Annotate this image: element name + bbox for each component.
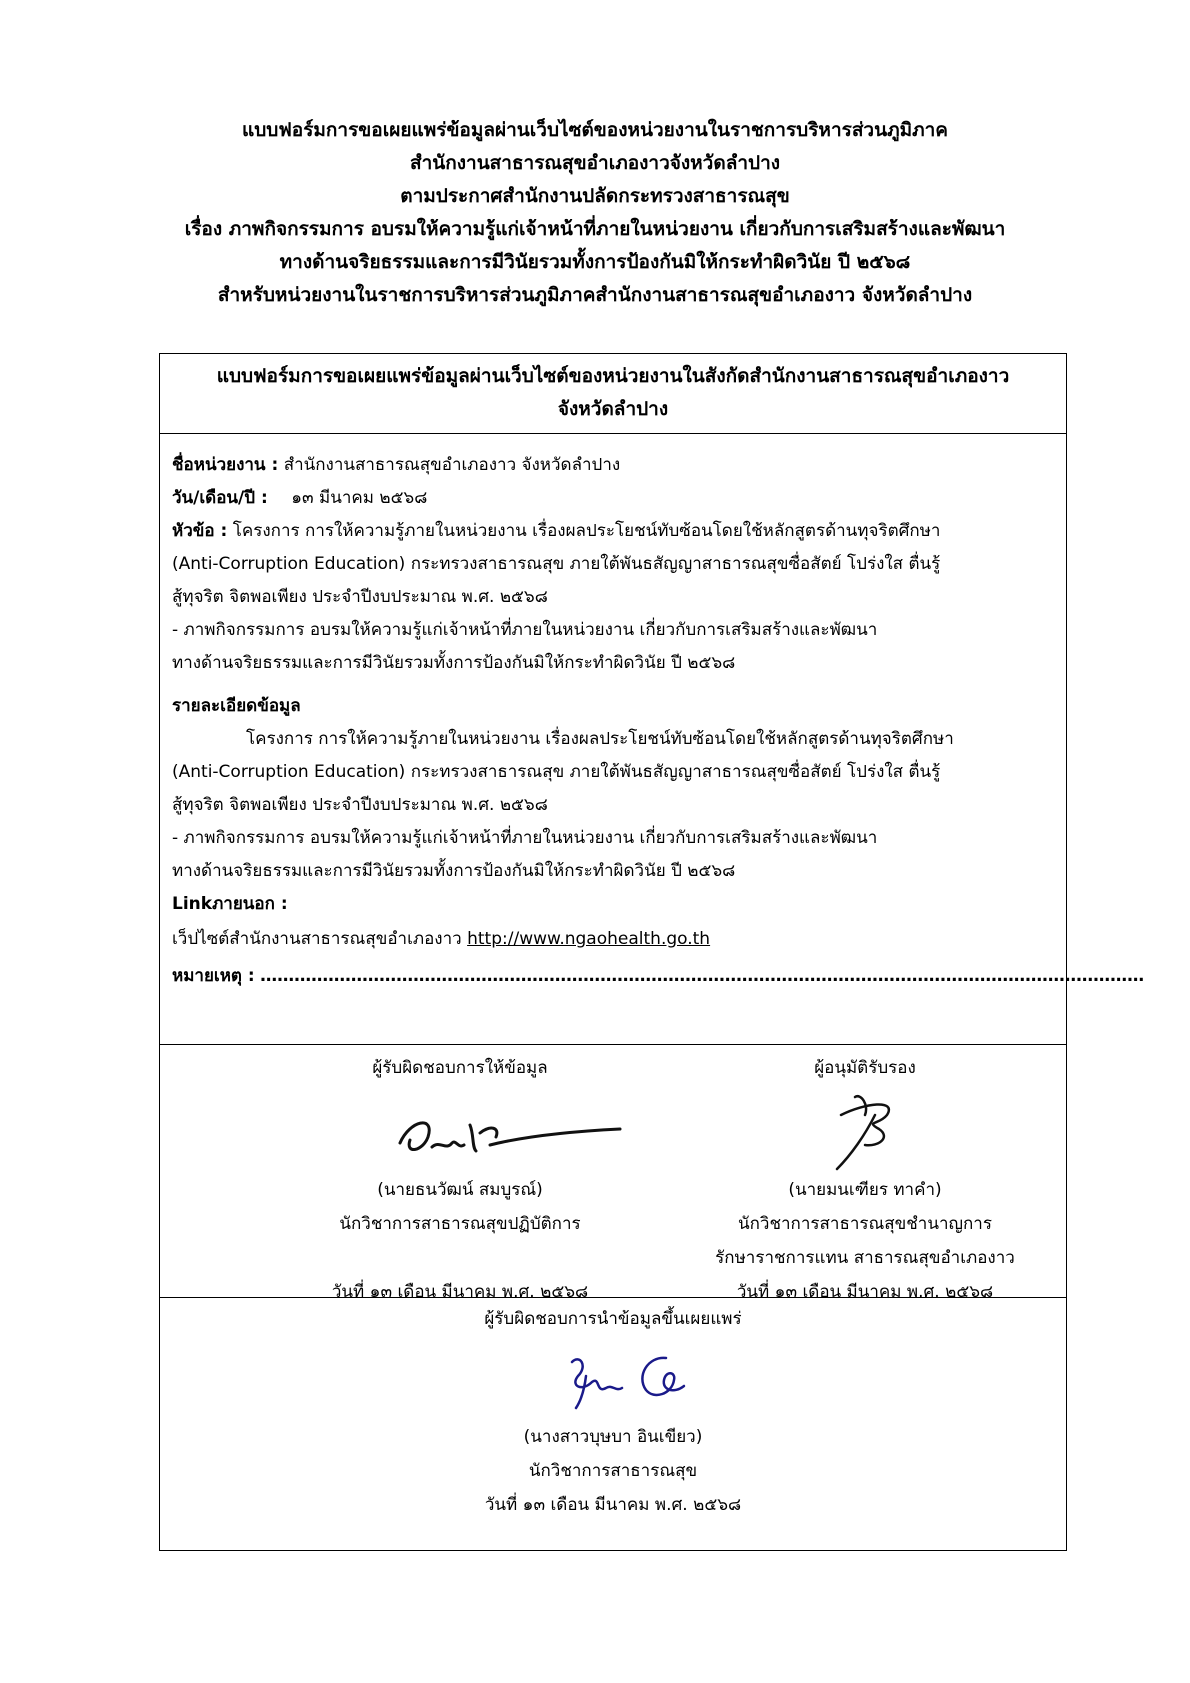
form-title-line-2: จังหวัดลำปาง bbox=[557, 398, 669, 420]
form-box bbox=[159, 353, 1145, 1551]
date-label: วัน/เดือน/ปี : bbox=[172, 488, 268, 508]
header-line-3: ตามประกาศสำนักงานปลัดกระทรวงสาธารณสุข bbox=[400, 185, 790, 207]
right-signer-role: ผู้อนุมัติรับรอง bbox=[814, 1058, 916, 1078]
right-signature-block bbox=[665, 1051, 1065, 1309]
topic-label: หัวข้อ : bbox=[172, 521, 228, 541]
detail-heading: รายละเอียดข้อมูล bbox=[172, 696, 301, 716]
left-signer-date: วันที่ ๑๓ เดือน มีนาคม พ.ศ. ๒๕๖๘ bbox=[331, 1282, 589, 1302]
bottom-signer-date: วันที่ ๑๓ เดือน มีนาคม พ.ศ. ๒๕๖๘ bbox=[484, 1495, 742, 1515]
link-label: Linkภายนอก : bbox=[172, 894, 288, 914]
left-signer-position: นักวิชาการสาธารณสุขปฏิบัติการ bbox=[339, 1214, 581, 1234]
detail-line-2: (Anti-Corruption Education) กระทรวงสาธารณสุข ภายใต้พันธสัญญาสาธารณสุขซื่อสัตย์ โปร่งใส ตื่นรู้ bbox=[172, 762, 941, 782]
left-signature-image bbox=[260, 1085, 660, 1173]
detail-line-1: โครงการ การให้ความรู้ภายในหน่วยงาน เรื่องผลประโยชน์ทับซ้อนโดยใช้หลักสูตรด้านทุจริตศึกษา bbox=[246, 729, 954, 749]
form-title-line-1: แบบฟอร์มการขอเผยแพร่ข้อมูลผ่านเว็บไซต์ของหน่วยงานในสังกัดสำนักงานสาธารณสุขอำเภองาว bbox=[216, 365, 1010, 387]
form-body bbox=[160, 434, 1145, 1045]
bottom-signature-image bbox=[160, 1336, 1066, 1420]
remark-row bbox=[172, 960, 1145, 993]
document-header bbox=[0, 114, 1190, 312]
agency-row bbox=[172, 449, 1054, 482]
topic-line-4: - ภาพกิจกรรมการ อบรมให้ความรู้แก่เจ้าหน้าที่ภายในหน่วยงาน เกี่ยวกับการเสริมสร้างและพัฒนา bbox=[172, 620, 878, 640]
signature-section-publisher bbox=[160, 1298, 1066, 1522]
left-signer-position-2 bbox=[260, 1241, 660, 1275]
topic-row bbox=[172, 515, 1054, 548]
link-prefix: เว็ปไซต์สำนักงานสาธารณสุขอำเภองาว bbox=[172, 929, 462, 949]
link-row bbox=[172, 923, 1054, 956]
remark-label: หมายเหตุ : bbox=[172, 966, 255, 986]
right-signer-position: นักวิชาการสาธารณสุขชำนาญการ bbox=[738, 1214, 992, 1234]
website-link[interactable]: http://www.ngaohealth.go.th bbox=[467, 929, 711, 949]
detail-line-3: สู้ทุจริต จิตพอเพียง ประจำปีงบประมาณ พ.ศ. ๒๕๖๘ bbox=[172, 795, 548, 815]
topic-line-2: (Anti-Corruption Education) กระทรวงสาธารณสุข ภายใต้พันธสัญญาสาธารณสุขซื่อสัตย์ โปร่งใส ตื่นรู้ bbox=[172, 554, 941, 574]
left-signer-role: ผู้รับผิดชอบการให้ข้อมูล bbox=[372, 1058, 548, 1078]
header-line-5: ทางด้านจริยธรรมและการมีวินัยรวมทั้งการป้องกันมิให้กระทำผิดวินัย ปี ๒๕๖๘ bbox=[279, 251, 911, 273]
right-signature-image bbox=[665, 1085, 1065, 1173]
header-line-1: แบบฟอร์มการขอเผยแพร่ข้อมูลผ่านเว็บไซต์ของหน่วยงานในราชการบริหารส่วนภูมิภาค bbox=[241, 119, 949, 141]
detail-line-4: - ภาพกิจกรรมการ อบรมให้ความรู้แก่เจ้าหน้าที่ภายในหน่วยงาน เกี่ยวกับการเสริมสร้างและพัฒนา bbox=[172, 828, 878, 848]
right-signer-position-2: รักษาราชการแทน สาธารณสุขอำเภองาว bbox=[715, 1248, 1015, 1268]
left-signature-block bbox=[260, 1051, 660, 1309]
bottom-signer-position: นักวิชาการสาธารณสุข bbox=[528, 1461, 698, 1481]
topic-line-5: ทางด้านจริยธรรมและการมีวินัยรวมทั้งการป้องกันมิให้กระทำผิดวินัย ปี ๒๕๖๘ bbox=[172, 653, 736, 673]
right-signer-date: วันที่ ๑๓ เดือน มีนาคม พ.ศ. ๒๕๖๘ bbox=[736, 1282, 994, 1302]
remark-dots: ………………………………………………………………………………………………………………………………………… bbox=[260, 966, 1145, 986]
agency-label: ชื่อหน่วยงาน : bbox=[172, 455, 279, 475]
header-line-2: สำนักงานสาธารณสุขอำเภองาวจังหวัดลำปาง bbox=[409, 152, 781, 174]
detail-line-5: ทางด้านจริยธรรมและการมีวินัยรวมทั้งการป้องกันมิให้กระทำผิดวินัย ปี ๒๕๖๘ bbox=[172, 861, 736, 881]
bottom-signer-role: ผู้รับผิดชอบการนำข้อมูลขึ้นเผยแพร่ bbox=[484, 1309, 742, 1329]
date-row bbox=[172, 482, 1054, 515]
right-signer-name: (นายมนเฑียร ทาคำ) bbox=[788, 1180, 942, 1200]
left-signer-name: (นายธนวัฒน์ สมบูรณ์) bbox=[377, 1180, 543, 1200]
header-line-6: สำหรับหน่วยงานในราชการบริหารส่วนภูมิภาคสำนักงานสาธารณสุขอำเภองาว จังหวัดลำปาง bbox=[217, 284, 973, 306]
bottom-signer-name: (นางสาวบุษบา อินเขียว) bbox=[523, 1427, 703, 1447]
topic-line-1: โครงการ การให้ความรู้ภายในหน่วยงาน เรื่องผลประโยชน์ทับซ้อนโดยใช้หลักสูตรด้านทุจริตศึกษา bbox=[232, 521, 941, 541]
header-line-4: เรื่อง ภาพกิจกรรมการ อบรมให้ความรู้แก่เจ้าหน้าที่ภายในหน่วยงาน เกี่ยวกับการเสริมสร้างและพัฒนา bbox=[184, 218, 1006, 240]
signature-section-dual bbox=[160, 1045, 1066, 1302]
date-value: ๑๓ มีนาคม ๒๕๖๘ bbox=[291, 488, 428, 508]
topic-line-3: สู้ทุจริต จิตพอเพียง ประจำปีงบประมาณ พ.ศ. ๒๕๖๘ bbox=[172, 587, 548, 607]
agency-value: สำนักงานสาธารณสุขอำเภองาว จังหวัดลำปาง bbox=[283, 455, 621, 475]
form-title bbox=[160, 354, 1066, 434]
